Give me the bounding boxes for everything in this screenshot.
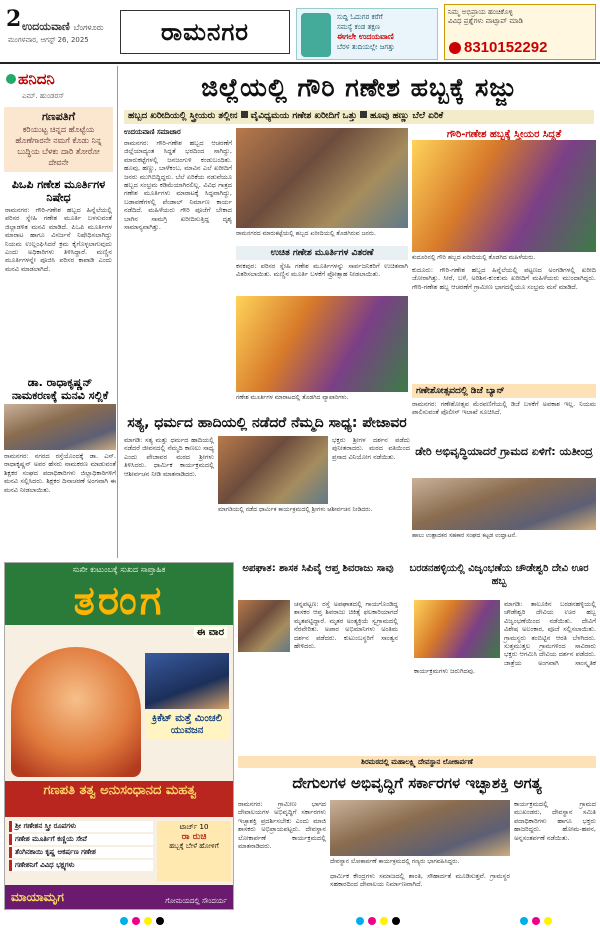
temple-kicker: ಶಿರಮಠದಲ್ಲಿ ಮಹಾಲಕ್ಷ್ಮಿ ದೇವಸ್ಥಾನ ಲೋಕಾರ್ಪಣೆ [238, 756, 596, 768]
ad1-line2: ಸಮಸ್ಯೆ ಕಂಡ ತಕ್ಷಣ [337, 23, 380, 31]
festival-story [414, 600, 596, 750]
ad2-phone [449, 39, 547, 56]
brand-name: ಉದಯವಾಣಿ [22, 20, 70, 33]
brand-edition: ಬೆಂಗಳೂರು [73, 23, 104, 32]
festival-story-text: ಮಾಗಡಿ: ತಾಲೂಕಿನ ಬರಡನಹಳ್ಳಿಯಲ್ಲಿ ಚೌಡೇಶ್ವರಿ ದೇವಿಯ ಊರ ಹಬ್ಬ ವಿಜೃಂಭಣೆಯಿಂದ ನಡೆಯಿತು. ದೇವಿಗೆ ವಿಶೇಷ ಅಲಂಕಾರ, ಪೂಜೆ ಸಲ್ಲಿಸಲಾಯಿತು. ಗ್ರಾಮಸ್ಥರು ತಂಬಿಟ್ಟಿನ ಆರತಿ ಬೆಳಗಿದರು. ಸುತ್ತಮುತ್ತಲ ಗ್ರಾಮಗಳಿಂದ ಸಾವಿರಾರು ಭಕ್ತರು ಆಗಮಿಸಿ ದೇವಿಯ ದರ್ಶನ ಪಡೆದರು. ಜಾತ್ರೆಯ ಅಂಗವಾಗಿ ಸಾಂಸ್ಕೃತಿಕ ಕಾರ್ಯಕ್ರಮಗಳು ಜರುಗಿದವು. [414, 600, 596, 676]
market-photo-caption: ರಾಮನಗರದ ಮಾರುಕಟ್ಟೆಯಲ್ಲಿ ಹಬ್ಬದ ಖರೀದಿಯಲ್ಲಿ ತೊಡಗಿರುವ ಜನರು. [236, 230, 376, 237]
women-shopping-photo [412, 140, 596, 252]
pejavar-photo [218, 436, 328, 504]
dj-ban-headline: ಗಣೇಶೋತ್ಸವದಲ್ಲಿ ಡಿಜೆ ಬ್ಯಾನ್ [412, 384, 596, 398]
ad1-line1: ಸುದ್ದಿ ಓದುಗರ ಕರೆಗೆ [337, 13, 383, 21]
column-logo [6, 70, 111, 88]
food-box-text: ಹಬ್ಬಕ್ಕೆ ಬೇಳೆ ಹೋಳಿಗೆ [169, 842, 219, 850]
contents-item: ಗಣೇಶ ಮೂರ್ತಿಗೆ ಕಣ್ಣಿಯ ಸೇವೆ [9, 834, 153, 845]
pejavar-photo-caption: ಮಾಗಡಿಯಲ್ಲಿ ನಡೆದ ಧಾರ್ಮಿಕ ಕಾರ್ಯಕ್ರಮದಲ್ಲಿ ಶ್ರೀಗಳು ಆಶೀರ್ವಚನ ನೀಡಿದರು. [218, 506, 373, 513]
food-box-top: ಟಾರ್ಚ್ 10 [179, 823, 209, 831]
teachers-photo [4, 404, 116, 450]
ad2-line2: ವಿವಿಧ ಪ್ರಶ್ನೆಗಳು ವಾಟ್ಸಾಪ್ ಮಾಡಿ [448, 17, 523, 25]
accident-headline: ಅಪಘಾತ: ಶಾಸಕ ಸಿಪಿವೈ ಆಪ್ತ ಶಿವರಾಜು ಸಾವು [242, 563, 394, 574]
column-logo-text: ಹನಿದನಿ [18, 70, 55, 88]
taranga-serial: ಮಾಯಾಮೃಗ [5, 885, 234, 909]
women-photo-caption: ಕುದೂರಿನಲ್ಲಿ ಗೌರಿ ಹಬ್ಬದ ಖರೀದಿಯಲ್ಲಿ ತೊಡಗಿದ ಮಹಿಳೆಯರು. [412, 254, 536, 261]
dairy-headline: ಡೇರಿ ಅಭಿವೃದ್ಧಿಯಾದರೆ ಗ್ರಾಮದ ಏಳಿಗೆ: ಯತೀಂದ್ರ [415, 445, 593, 458]
temple-story: ರಾಮನಗರ: ಗ್ರಾಮೀಣ ಭಾಗದ ದೇವಾಲಯಗಳ ಅಭಿವೃದ್ಧಿಗೆ ಸರ್ಕಾರಗಳು ಇಚ್ಛಾಶಕ್ತಿ ಪ್ರದರ್ಶಿಸಬೇಕು ಎಂದು ಮಾಜಿ ಶಾಸಕರು ಅಭಿಪ್ರಾಯಪಟ್ಟರು. ದೇವಸ್ಥಾನ ಲೋಕಾರ್ಪಣೆ ಕಾರ್ಯಕ್ರಮದಲ್ಲಿ ಮಾತನಾಡಿದರು. [238, 800, 326, 851]
ad1-highlight: ಈಗಲೇ ಉದಯವಾಣಿ [337, 32, 394, 41]
bullet-square-icon [241, 111, 248, 118]
accident-story-text: ಚನ್ನಪಟ್ಟಣ: ರಸ್ತೆ ಅಪಘಾತದಲ್ಲಿ ಗಾಯಗೊಂಡಿದ್ದ ಶಾಸಕರ ಆಪ್ತ ಶಿವರಾಜು ಚಿಕಿತ್ಸೆ ಫಲಕಾರಿಯಾಗದೆ ಮೃತಪಟ್ಟಿದ್ದಾರೆ. ಮೃತರ ಅಂತ್ಯಕ್ರಿಯೆ ಸ್ವಗ್ರಾಮದಲ್ಲಿ ನೆರವೇರಿತು. ಅಪಾರ ಅಭಿಮಾನಿಗಳು ಅಂತಿಮ ದರ್ಶನ ಪಡೆದರು. ಕುಟುಂಬಸ್ಥರಿಗೆ ಸಾಂತ್ವನ ಹೇಳಿದರು. [294, 600, 398, 651]
temple-story-2: ಧಾರ್ಮಿಕ ಕೇಂದ್ರಗಳು ಸಮಾಜದಲ್ಲಿ ಶಾಂತಿ, ಸೌಹಾರ್ದತೆ ಮೂಡಿಸುತ್ತವೆ. ಗ್ರಾಮಸ್ಥರ ಸಹಕಾರದಿಂದ ದೇವಾಲಯ ನಿರ್ಮಾಣವಾಗಿದೆ. [330, 872, 510, 889]
idols-photo-caption: ಗಣೇಶ ಮೂರ್ತಿಗಳ ಮಾರಾಟದಲ್ಲಿ ತೊಡಗಿದ ವ್ಯಾಪಾರಿಗಳು. [236, 394, 349, 401]
poem-text: ಕರಿಯುಟ್ಟ ಚಿನ್ನದ ಹೊಟ್ಟೆಯ ಹೊಣೆಗಾರನೇ ನಮಗೆ ಕೊಡು ನಿನ್ನ ಬುದ್ಧಿಯ ಬೆಳಕು ದಾರಿ ತೋರೋ ದೇವನೇ [15, 125, 102, 167]
free-idols-headline: ಉಚಿತ ಗಣೇಶ ಮೂರ್ತಿಗಳ ವಿತರಣೆ [236, 246, 408, 260]
market-photo [236, 128, 408, 228]
ad1-line3: ಬೆರಳ ತುದಿಯಲ್ಲೇ ಜಗತ್ತು [337, 43, 395, 51]
accident-story [238, 600, 398, 750]
taranga-week: ಈ ವಾರ [194, 627, 227, 638]
festival-headline: ಬರಡನಹಳ್ಳಿಯಲ್ಲಿ ವಿಜೃಂಭಣೆಯ ಚೌಡೇಶ್ವರಿ ದೇವಿ ಊರ ಹಬ್ಬ [409, 563, 589, 587]
free-idols-text: ಕನಕಪುರ: ಪರಿಸರ ಸ್ನೇಹಿ ಗಣೇಶ ಮೂರ್ತಿಗಳನ್ನು ಸಾರ್ವಜನಿಕರಿಗೆ ಉಚಿತವಾಗಿ ವಿತರಿಸಲಾಯಿತು. ಮಣ್ಣಿನ ಮೂರ್ತಿ ಬಳಕೆಗೆ ಪ್ರೋತ್ಸಾಹ ನೀಡಲಾಯಿತು. [236, 262, 408, 279]
newspaper-brand [22, 20, 104, 34]
temple-story-3: ಕಾರ್ಯಕ್ರಮದಲ್ಲಿ ಗ್ರಾಮದ ಮುಖಂಡರು, ದೇವಸ್ಥಾನ ಸಮಿತಿ ಪದಾಧಿಕಾರಿಗಳು ಹಾಗೂ ಭಕ್ತರು ಹಾಜರಿದ್ದರು. ಹೋಮ-ಹವನ, ಅನ್ನಸಂತರ್ಪಣೆ ನಡೆಯಿತು. [514, 800, 596, 842]
page-number: 2 [6, 6, 22, 32]
magenta-mark-icon [532, 917, 540, 925]
lead-story-text: ರಾಮನಗರ: ಗೌರಿ-ಗಣೇಶ ಹಬ್ಬದ ಆಚರಣೆಗೆ ಜಿಲ್ಲೆಯಾದ್ಯಂತ ಸಿದ್ಧತೆ ಭರದಿಂದ ಸಾಗಿದ್ದು, ಮಾರುಕಟ್ಟೆಗಳಲ್ಲಿ ಜನಜಂಗುಳಿ ಕಂಡುಬಂದಿತು. ಹೂವು, ಹಣ್ಣು, ಬಾಳೆಕಂಬ, ಮಾವಿನ ಎಲೆ ಖರೀದಿಗೆ ಜನರು ಮುಗಿಬಿದ್ದಿದ್ದರು. ಬೆಲೆ ಏರಿಕೆಯ ನಡುವೆಯೂ ಹಬ್ಬದ ಸಂಭ್ರಮ ಕಡಿಮೆಯಾಗಿರಲಿಲ್ಲ. ವಿವಿಧ ಗಾತ್ರದ ಗಣೇಶ ಮೂರ್ತಿಗಳು ಮಾರಾಟಕ್ಕೆ ಸಿದ್ಧವಾಗಿದ್ದು, ಬಡಾವಣೆಗಳಲ್ಲಿ ಪೆಂಡಾಲ್ ನಿರ್ಮಾಣ ಕಾರ್ಯ ನಡೆದಿದೆ. ಮಹಿಳೆಯರು ಗೌರಿ ಪೂಜೆಗೆ ಬೇಕಾದ ಬಾಗಿನ ಸಾಮಗ್ರಿ ಖರೀದಿಸುತ್ತಿದ್ದ ದೃಶ್ಯ ಸಾಮಾನ್ಯವಾಗಿತ್ತು. [124, 139, 232, 232]
ganesha-idols-photo [236, 296, 408, 392]
pejavar-story-2: ಭಕ್ತರು ಶ್ರೀಗಳ ದರ್ಶನ ಪಡೆದು ಪುನೀತರಾದರು. ಮಠದ ವತಿಯಿಂದ ಪ್ರಸಾದ ವಿನಿಯೋಗ ನಡೆಯಿತು. [332, 436, 410, 461]
taranga-contents [9, 821, 153, 873]
lead-deck [124, 110, 594, 124]
kudur-story: ಕುದೂರು: ಗೌರಿ-ಗಣೇಶ ಹಬ್ಬದ ಹಿನ್ನೆಲೆಯಲ್ಲಿ ಪಟ್ಟಣದ ಅಂಗಡಿಗಳಲ್ಲಿ ಖರೀದಿ ಜೋರಾಗಿತ್ತು. ಸೀರೆ, ಬಳೆ, ಅರಿಶಿನ-ಕುಂಕುಮ ಖರೀದಿಗೆ ಮಹಿಳೆಯರು ಮುಂದಾಗಿದ್ದರು. ಗೌರಿ-ಗಣೇಶ ಹಬ್ಬ ಆಚರಣೆಗೆ ಗ್ರಾಮೀಣ ಭಾಗದಲ್ಲಿಯೂ ಸಂಭ್ರಮ ಮನೆ ಮಾಡಿದೆ. [412, 266, 596, 291]
taranga-magazine-ad[interactable] [4, 562, 234, 910]
drop-icon [6, 74, 16, 84]
taranga-title: ತರಂಗ [5, 577, 233, 625]
taranga-beauty: ಗೋಮಯದಲ್ಲಿ ಸೌಂದರ್ಯ [165, 897, 227, 905]
yellow-mark-icon [544, 917, 552, 925]
cyan-mark-icon [120, 917, 128, 925]
page-header [0, 0, 600, 64]
left-story-2: ರಾಮನಗರ: ನಗರದ ರಸ್ತೆಯೊಂದಕ್ಕೆ ಡಾ. ಎಸ್. ರಾಧಾಕೃಷ್ಣನ್ ಅವರ ಹೆಸರು ನಾಮಕರಣ ಮಾಡುವಂತೆ ಶಿಕ್ಷಕರ ಸಂಘದ ಪದಾಧಿಕಾರಿಗಳು ಜಿಲ್ಲಾಧಿಕಾರಿಗಳಿಗೆ ಮನವಿ ಸಲ್ಲಿಸಿದರು. ಶಿಕ್ಷಕರ ದಿನಾಚರಣೆ ಅಂಗವಾಗಿ ಈ ಮನವಿ ನೀಡಲಾಯಿತು. [4, 452, 116, 494]
print-registration-marks [0, 914, 600, 928]
taranga-cricket-feature: ಕ್ರಿಕೆಟ್ ಮತ್ತೆ ಮಿಂಚಲಿ ಯುವಜನ [145, 711, 229, 739]
left-story-1: ರಾಮನಗರ: ಗೌರಿ-ಗಣೇಶ ಹಬ್ಬದ ಹಿನ್ನೆಲೆಯಲ್ಲಿ ಪರಿಸರ ಸ್ನೇಹಿ ಗಣೇಶ ಮೂರ್ತಿ ಬಳಸುವಂತೆ ಜಿಲ್ಲಾಡಳಿತ ಮನವಿ ಮಾಡಿದೆ. ಪಿಒಪಿ ಮೂರ್ತಿಗಳ ಮಾರಾಟ ಹಾಗೂ ವಿಸರ್ಜನೆ ನಿಷೇಧಿಸಲಾಗಿದ್ದು ನಿಯಮ ಉಲ್ಲಂಘಿಸಿದರೆ ಕ್ರಮ ಕೈಗೊಳ್ಳಲಾಗುವುದು ಎಂದು ಅಧಿಕಾರಿಗಳು ತಿಳಿಸಿದ್ದಾರೆ. ಮಣ್ಣಿನ ಮೂರ್ತಿಗಳನ್ನೇ ಪೂಜಿಸಿ ಪರಿಸರ ಕಾಪಾಡಿ ಎಂದು ಮನವಿ ಮಾಡಲಾಗಿದೆ. [5, 206, 112, 273]
pejavar-headline: ಸತ್ಯ, ಧರ್ಮದ ಹಾದಿಯಲ್ಲಿ ನಡೆದರೆ ನೆಮ್ಮದಿ ಸಾಧ್ಯ: ಪೇಜಾವರ [127, 415, 407, 431]
phone-number: 8310152292 [464, 39, 548, 56]
ad2-line1: ನಿಮ್ಮ ಅಭಿಪ್ರಾಯ ಹಂಚಿಕೊಳ್ಳಿ [448, 8, 513, 16]
deck-2: ವೈವಿಧ್ಯಮಯ ಗಣೇಶ ಖರೀದಿಗೆ ಒತ್ತು [250, 111, 358, 121]
poem-title: ಗಣಪತಿಗೆ [41, 110, 76, 123]
taranga-food-box [157, 821, 231, 881]
food-box-title: ರಾ ರುಚಿ [181, 832, 207, 842]
deck-3: ಹೂವು ಹಣ್ಣು ಬೆಲೆ ಏರಿಕೆ [370, 111, 444, 121]
call-icon [449, 42, 461, 54]
ganesha-illustration [11, 647, 141, 777]
left-headline-1: ಪಿಒಪಿ ಗಣೇಶ ಮೂರ್ತಿಗಳ ನಿಷೇಧ [11, 178, 106, 204]
dateline: ಮಂಗಳವಾರ, ಆಗಸ್ಟ್ 26, 2025 [8, 36, 89, 44]
magenta-mark-icon [368, 917, 376, 925]
dairy-photo-caption: ಹಾಲು ಉತ್ಪಾದಕರ ಸಹಕಾರ ಸಂಘದ ಕಟ್ಟಡ ಉದ್ಘಾಟನೆ. [412, 532, 517, 539]
yellow-mark-icon [380, 917, 388, 925]
black-mark-icon [156, 917, 164, 925]
column-byline: ಎಮ್. ಹುಂಡರಸ್ [22, 92, 65, 100]
dairy-photo [412, 478, 596, 530]
left-headline-2: ಡಾ. ರಾಧಾಕೃಷ್ಣನ್ ನಾಮಕರಣಕ್ಕೆ ಮನವಿ ಸಲ್ಲಿಕೆ [11, 376, 109, 402]
cyan-mark-icon [356, 917, 364, 925]
bullet-square-icon [360, 111, 367, 118]
taranga-tagline: ಸುಖೀ ಕುಟುಂಬಕ್ಕೆ ಸುಖದ ಸಾಪ್ತಾಹಿಕ [5, 563, 233, 577]
black-mark-icon [392, 917, 400, 925]
phone-icon [301, 13, 331, 57]
deck-1: ಹಬ್ಬದ ಖರೀದಿಯಲ್ಲಿ ಸ್ತ್ರೀಯರು ತಲ್ಲೀನ [128, 111, 238, 121]
taranga-cover-story: ಗಣಪತಿ ತತ್ವ ಅನುಸಂಧಾನದ ಮಹತ್ವ [5, 781, 234, 817]
festival-photo [414, 600, 500, 658]
cricketer-photo [145, 653, 229, 709]
poem-box [4, 107, 113, 172]
temple-headline: ದೇಗುಲಗಳ ಅಭಿವೃದ್ಧಿಗೆ ಸರ್ಕಾರಗಳ ಇಚ್ಛಾಶಕ್ತಿ ಅಗತ್ಯ [292, 774, 542, 792]
contents-item: ಗಣೇಶನಿಗೆ ವಿವಿಧ ಭಕ್ಷ್ಯಗಳು [9, 860, 153, 871]
section-title: ರಾಮನಗರ [120, 10, 290, 54]
contents-item: ತೆಂಗಿನಕಾಯಿ ಕೃಷ್ಣ ಆಕರ್ಷಣ ಗಣೇಶ [9, 847, 153, 858]
dj-ban-text: ರಾಮನಗರ: ಗಣೇಶೋತ್ಸವ ಮೆರವಣಿಗೆಯಲ್ಲಿ ಡಿಜೆ ಬಳಕೆಗೆ ಅವಕಾಶ ಇಲ್ಲ. ನಿಯಮ ಪಾಲಿಸುವಂತೆ ಪೊಲೀಸ್ ಇಲಾಖೆ ಸೂಚಿಸಿದೆ. [412, 400, 596, 417]
magenta-mark-icon [132, 917, 140, 925]
ad-banner-app[interactable] [296, 8, 438, 60]
lead-author: ಉದಯವಾಣಿ ಸಮಾಚಾರ [124, 128, 181, 136]
lead-story [124, 128, 232, 334]
pejavar-story: ಮಾಗಡಿ: ಸತ್ಯ ಮತ್ತು ಧರ್ಮದ ಹಾದಿಯಲ್ಲಿ ನಡೆದರೆ ಜೀವನದಲ್ಲಿ ನೆಮ್ಮದಿ ಕಾಣಲು ಸಾಧ್ಯ ಎಂದು ಪೇಜಾವರ ಮಠದ ಶ್ರೀಗಳು ತಿಳಿಸಿದರು. ಧಾರ್ಮಿಕ ಕಾರ್ಯಕ್ರಮದಲ್ಲಿ ಆಶೀರ್ವಚನ ನೀಡಿ ಮಾತನಾಡಿದರು. [124, 436, 214, 478]
women-prep-headline: ಗೌರಿ-ಗಣೇಶ ಹಬ್ಬಕ್ಕೆ ಸ್ತ್ರೀಯರ ಸಿದ್ಧತೆ [412, 128, 596, 142]
ad-banner-whatsapp[interactable] [444, 4, 596, 60]
victim-photo [238, 600, 290, 652]
cyan-mark-icon [520, 917, 528, 925]
contents-item: ಶ್ರೀ ಗಣೇಶನ ಸ್ತ್ರೀ ರೂಪಗಳು [9, 821, 153, 832]
left-headline-2-wrap [4, 370, 116, 404]
temple-photo [330, 800, 510, 856]
temple-photo-caption: ದೇವಸ್ಥಾನ ಲೋಕಾರ್ಪಣೆ ಕಾರ್ಯಕ್ರಮದಲ್ಲಿ ಗಣ್ಯರು ಭಾಗವಹಿಸಿದ್ದರು. [330, 858, 460, 865]
lead-headline: ಜಿಲ್ಲೆಯಲ್ಲಿ ಗೌರಿ ಗಣೇಶ ಹಬ್ಬಕ್ಕೆ ಸಜ್ಜು [201, 73, 517, 102]
yellow-mark-icon [144, 917, 152, 925]
